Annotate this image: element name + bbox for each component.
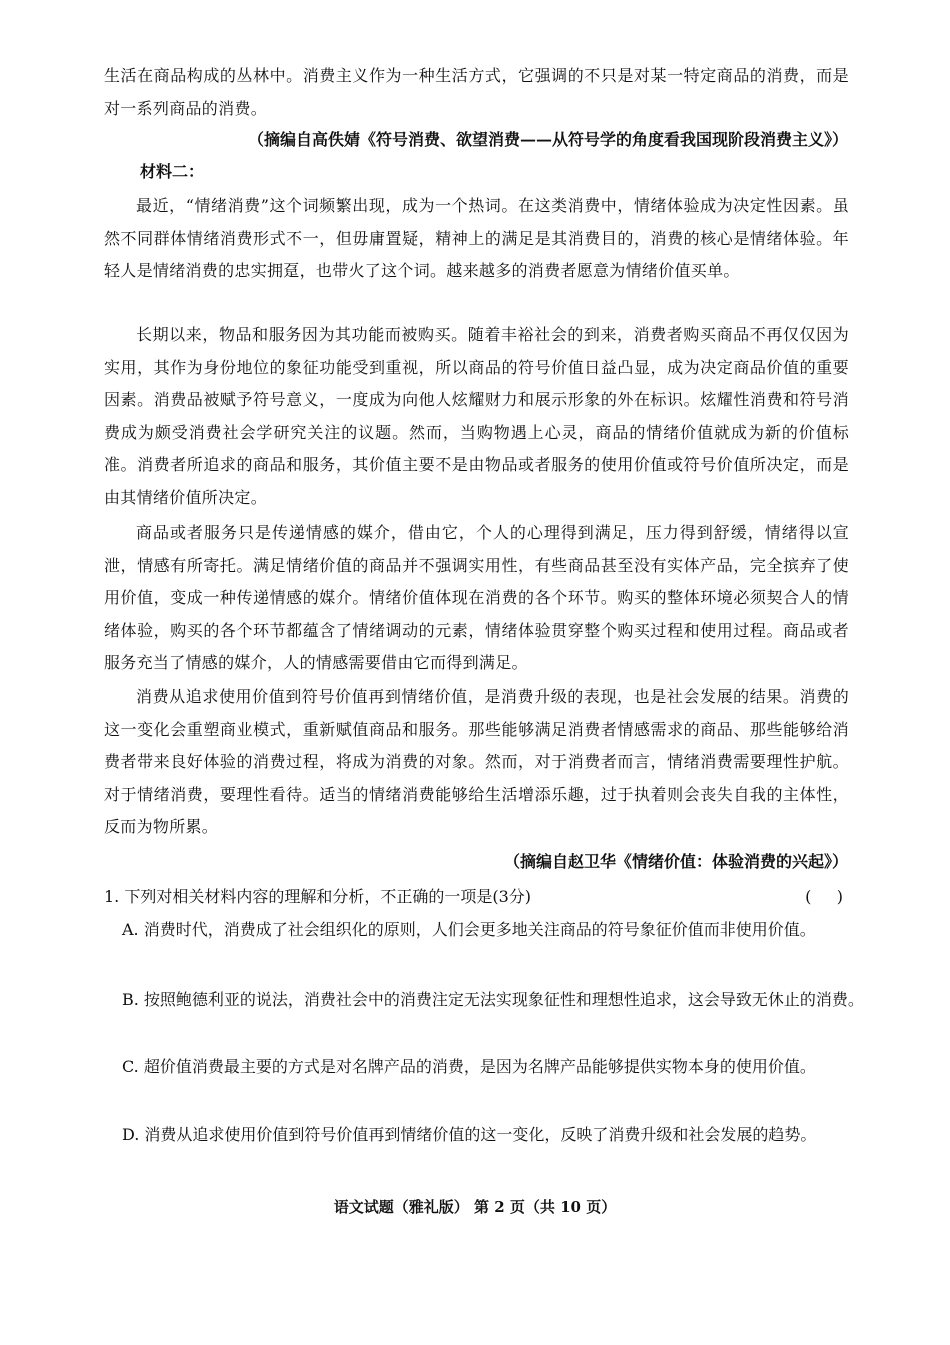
material-2-heading: 材料二： [140,162,205,181]
paragraph-continued: 生活在商品构成的丛林中。消费主义作为一种生活方式，它强调的不只是对某一特定商品的消费，而是对一系列商品的消费。 [104,66,849,118]
source-citation-1: （摘编自高佚婧《符号消费、欲望消费——从符号学的角度看我国现阶段消费主义》） [247,130,848,149]
paragraph-4: 消费从追求使用价值到符号价值再到情绪价值，是消费升级的表现，也是社会发展的结果。消费的这一变化会重塑商业模式，重新赋值商品和服务。那些能够满足消费者情感需求的商品、那些能够给消费者带来良好体验的消费过程，将成为消费的对象。然而，对于消费者而言，情绪消费需要理性护航。对于情绪消费，要理性看待。适当的情绪消费能够给生活增添乐趣，过于执着则会丧失自我的主体性，反而为物所累。 [104,687,849,836]
paragraph-3: 商品或者服务只是传递情感的媒介，借由它，个人的心理得到满足，压力得到舒缓，情绪得以宣泄，情感有所寄托。满足情绪价值的商品并不强调实用性，有些商品甚至没有实体产品，完全摈弃了使用价值，变成一种传递情感的媒介。情绪价值体现在消费的各个环节。购买的整体环境必须契合人的情绪体验，购买的各个环节都蕴含了情绪调动的元素，情绪体验贯穿整个购买过程和使用过程。商品或者服务充当了情感的媒介，人的情感需要借由它而得到满足。 [104,523,849,672]
option-d: D. 消费从追求使用价值到符号价值再到情绪价值的这一变化，反映了消费升级和社会发展的趋势。 [122,1125,817,1144]
question-1 [104,881,849,913]
question-stem: 1. 下列对相关材料内容的理解和分析，不正确的一项是(3分) [104,887,532,906]
paragraph-2: 长期以来，物品和服务因为其功能而被购买。随着丰裕社会的到来，消费者购买商品不再仅仅因为实用，其作为身份地位的象征功能受到重视，所以商品的符号价值日益凸显，成为决定商品价值的重要因素。消费品被赋予符号意义，一度成为向他人炫耀财力和展示形象的外在标识。炫耀性消费和符号消费成为颇受消费社会学研究关注的议题。然而，当购物遇上心灵，商品的情绪价值就成为新的价值标准。消费者所追求的商品和服务，其价值主要不是由物品或者服务的使用价值或符号价值所决定，而是由其情绪价值所决定。 [104,325,849,507]
page-footer: 语文试题（雅礼版） 第 2 页（共 10 页） [333,1198,617,1216]
source-citation-2: （摘编自赵卫华《情绪价值：体验消费的兴起》） [503,852,848,871]
option-b: B. 按照鲍德利亚的说法，消费社会中的消费注定无法实现象征性和理想性追求，这会导致无休止的消费。 [122,990,864,1009]
option-a: A. 消费时代，消费成了社会组织化的原则，人们会更多地关注商品的符号象征价值而非使用价值。 [122,920,816,939]
paragraph-1: 最近，“情绪消费”这个词频繁出现，成为一个热词。在这类消费中，情绪体验成为决定性因素。虽然不同群体情绪消费形式不一，但毋庸置疑，精神上的满足是其消费目的，消费的核心是情绪体验。年轻人是情绪消费的忠实拥趸，也带火了这个词。越来越多的消费者愿意为情绪价值买单。 [104,196,849,280]
option-c: C. 超价值消费最主要的方式是对名牌产品的消费，是因为名牌产品能够提供实物本身的使用价值。 [122,1057,816,1076]
answer-bracket: ( ) [805,887,843,906]
